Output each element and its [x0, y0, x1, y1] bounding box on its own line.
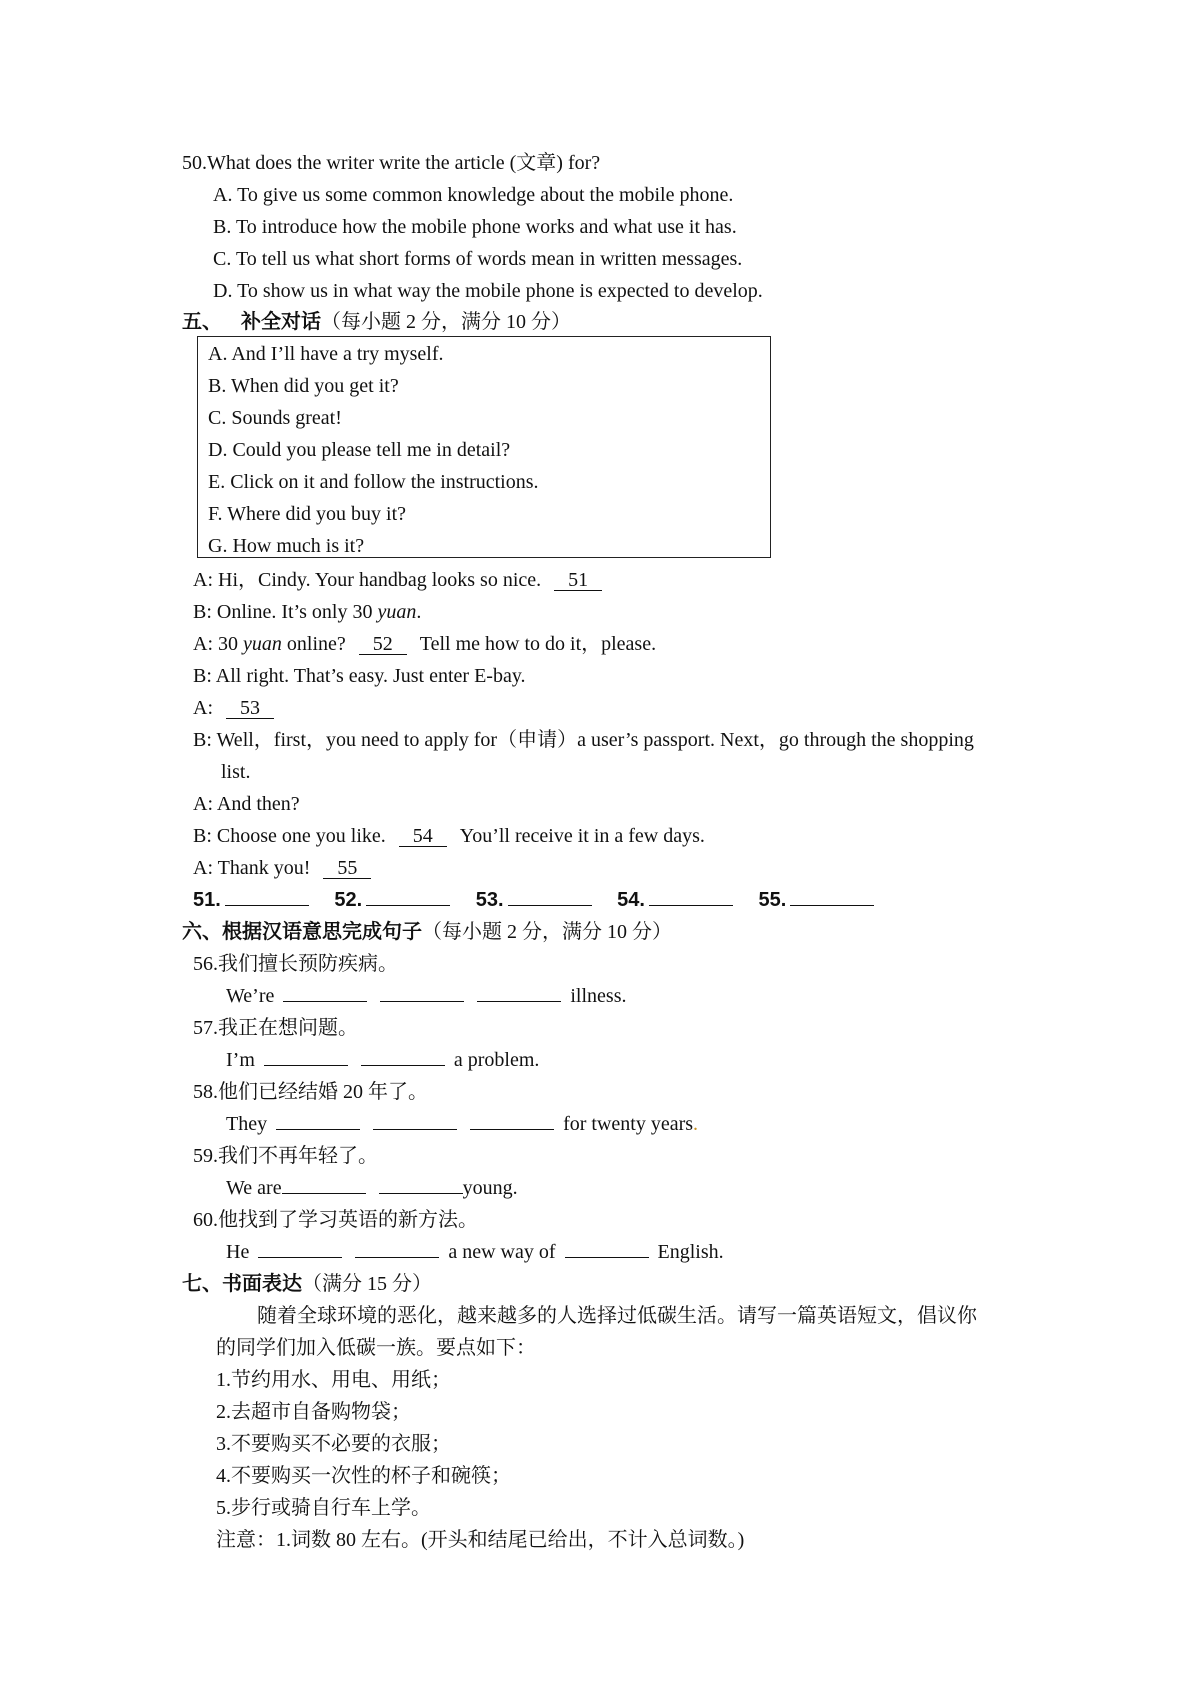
dialogue-line-6a: B: Well，first，you need to apply for（申请）a user’s passport. Next，go through the shopping [193, 729, 974, 751]
answer-blank[interactable] [366, 887, 450, 906]
box-option-c: C. Sounds great! [208, 407, 342, 429]
section7-heading: 七、书面表达 [182, 1273, 302, 1295]
dialogue-line-3 [193, 631, 656, 657]
box-option-g: G. How much is it? [208, 535, 365, 557]
answer-label: 53. [475, 889, 504, 911]
answer-row [193, 887, 878, 913]
sentence-text: We are [226, 1177, 282, 1199]
dialogue-text: Tell me how to do it，please. [419, 633, 657, 655]
section7-point-1: 1.节约用水、用电、用纸； [216, 1369, 451, 1391]
q57-sentence [226, 1047, 539, 1073]
q58-prompt: 58.他们已经结婚 20 年了。 [193, 1081, 428, 1103]
section7-note-line: 注意：1.词数 80 左右。(开头和结尾已给出，不计入总词数。) [216, 1529, 745, 1551]
q59-sentence [226, 1175, 518, 1201]
section6-heading: 六、根据汉语意思完成句子 [182, 921, 422, 943]
fill-blank[interactable] [379, 1175, 463, 1194]
section7-title [182, 1271, 432, 1297]
fill-blank[interactable] [282, 1175, 366, 1194]
sentence-text: He [226, 1241, 250, 1263]
sentence-text: illness. [570, 985, 627, 1007]
answer-label: 54. [617, 889, 645, 911]
q57-prompt: 57.我正在想问题。 [193, 1017, 358, 1039]
dialogue-text: A: Hi，Cindy. Your handbag looks so nice. [193, 569, 542, 591]
fill-blank[interactable] [565, 1239, 649, 1258]
blank-52: 52 [359, 634, 407, 655]
fill-blank[interactable] [470, 1111, 554, 1130]
fill-blank[interactable] [276, 1111, 360, 1130]
q50-option-a: A. To give us some common knowledge about the mobile phone. [213, 184, 734, 206]
fill-blank[interactable] [258, 1239, 342, 1258]
sentence-text: They [226, 1113, 268, 1135]
sentence-text: young. [462, 1177, 518, 1199]
fill-blank[interactable] [380, 983, 464, 1002]
section6-note: （每小题 2 分，满分 10 分） [422, 921, 672, 943]
answer-blank[interactable] [225, 887, 309, 906]
section5-heading: 补全对话 [241, 311, 321, 333]
answer-blank[interactable] [790, 887, 874, 906]
q59-prompt: 59.我们不再年轻了。 [193, 1145, 378, 1167]
box-option-d: D. Could you please tell me in detail? [208, 439, 511, 461]
answer-label: 55. [758, 889, 787, 911]
answer-label: 52. [334, 889, 363, 911]
dialogue-text: B: Choose one you like. [193, 825, 386, 847]
q58-sentence [226, 1111, 698, 1137]
q60-prompt: 60.他找到了学习英语的新方法。 [193, 1209, 478, 1231]
dialogue-line-6b: list. [221, 761, 251, 783]
q56-sentence [226, 983, 626, 1009]
section5-number: 五、 [182, 311, 222, 333]
dialogue-text: B: Online. It’s only 30 [193, 601, 378, 623]
dialogue-line-8 [193, 823, 705, 849]
q50-stem: 50.What does the writer write the article (文章) for? [182, 152, 601, 174]
dialogue-line-1 [193, 567, 602, 593]
sentence-text: I’m [226, 1049, 255, 1071]
sentence-text: English. [657, 1241, 724, 1263]
dialogue-text: A: 30 [193, 633, 243, 655]
dialogue-text: A: [193, 697, 213, 719]
dialogue-text: A: Thank you! [193, 857, 311, 879]
dialogue-line-9 [193, 855, 371, 881]
dialogue-line-5 [193, 695, 274, 721]
box-option-f: F. Where did you buy it? [208, 503, 406, 525]
section5-note: （每小题 2 分，满分 10 分） [321, 311, 571, 333]
sentence-dot: . [693, 1113, 699, 1135]
section5-title [182, 309, 571, 335]
fill-blank[interactable] [355, 1239, 439, 1258]
section7-intro-2: 的同学们加入低碳一族。要点如下： [216, 1337, 536, 1359]
section6-title [182, 919, 672, 945]
answer-blank[interactable] [508, 887, 592, 906]
section7-point-3: 3.不要购买不必要的衣服； [216, 1433, 451, 1455]
dialogue-text: online? [281, 633, 346, 655]
blank-51: 51 [554, 570, 602, 591]
sentence-text: a new way of [448, 1241, 556, 1263]
dialogue-italic: yuan [377, 601, 417, 623]
dialogue-line-4: B: All right. That’s easy. Just enter E-bay. [193, 665, 526, 687]
answer-blank[interactable] [649, 887, 733, 906]
dialogue-italic: yuan [243, 633, 282, 655]
section7-point-2: 2.去超市自备购物袋； [216, 1401, 411, 1423]
q50-option-d: D. To show us in what way the mobile phone is expected to develop. [213, 280, 763, 302]
sentence-text: a problem. [453, 1049, 540, 1071]
q56-prompt: 56.我们擅长预防疾病。 [193, 953, 398, 975]
blank-55: 55 [323, 858, 371, 879]
dialogue-text: . [416, 601, 422, 623]
box-option-a: A. And I’ll have a try myself. [208, 343, 444, 365]
box-option-e: E. Click on it and follow the instructions. [208, 471, 539, 493]
fill-blank[interactable] [264, 1047, 348, 1066]
fill-blank[interactable] [283, 983, 367, 1002]
q50-option-c: C. To tell us what short forms of words mean in written messages. [213, 248, 743, 270]
blank-53: 53 [226, 698, 274, 719]
q50-option-b: B. To introduce how the mobile phone works and what use it has. [213, 216, 737, 238]
dialogue-line-2 [193, 599, 421, 625]
answer-label: 51. [193, 889, 221, 911]
fill-blank[interactable] [373, 1111, 457, 1130]
section7-point-5: 5.步行或骑自行车上学。 [216, 1497, 431, 1519]
options-box [197, 336, 771, 558]
fill-blank[interactable] [361, 1047, 445, 1066]
blank-54: 54 [399, 826, 447, 847]
sentence-text: for twenty years [563, 1113, 694, 1135]
box-option-b: B. When did you get it? [208, 375, 399, 397]
section7-point-4: 4.不要购买一次性的杯子和碗筷； [216, 1465, 511, 1487]
section7-note: （满分 15 分） [302, 1273, 432, 1295]
section7-intro-1: 随着全球环境的恶化，越来越多的人选择过低碳生活。请写一篇英语短文，倡议你 [257, 1305, 977, 1327]
sentence-text: We’re [226, 985, 275, 1007]
dialogue-line-7: A: And then? [193, 793, 300, 815]
fill-blank[interactable] [477, 983, 561, 1002]
q60-sentence [226, 1239, 724, 1265]
dialogue-text: You’ll receive it in a few days. [459, 825, 705, 847]
